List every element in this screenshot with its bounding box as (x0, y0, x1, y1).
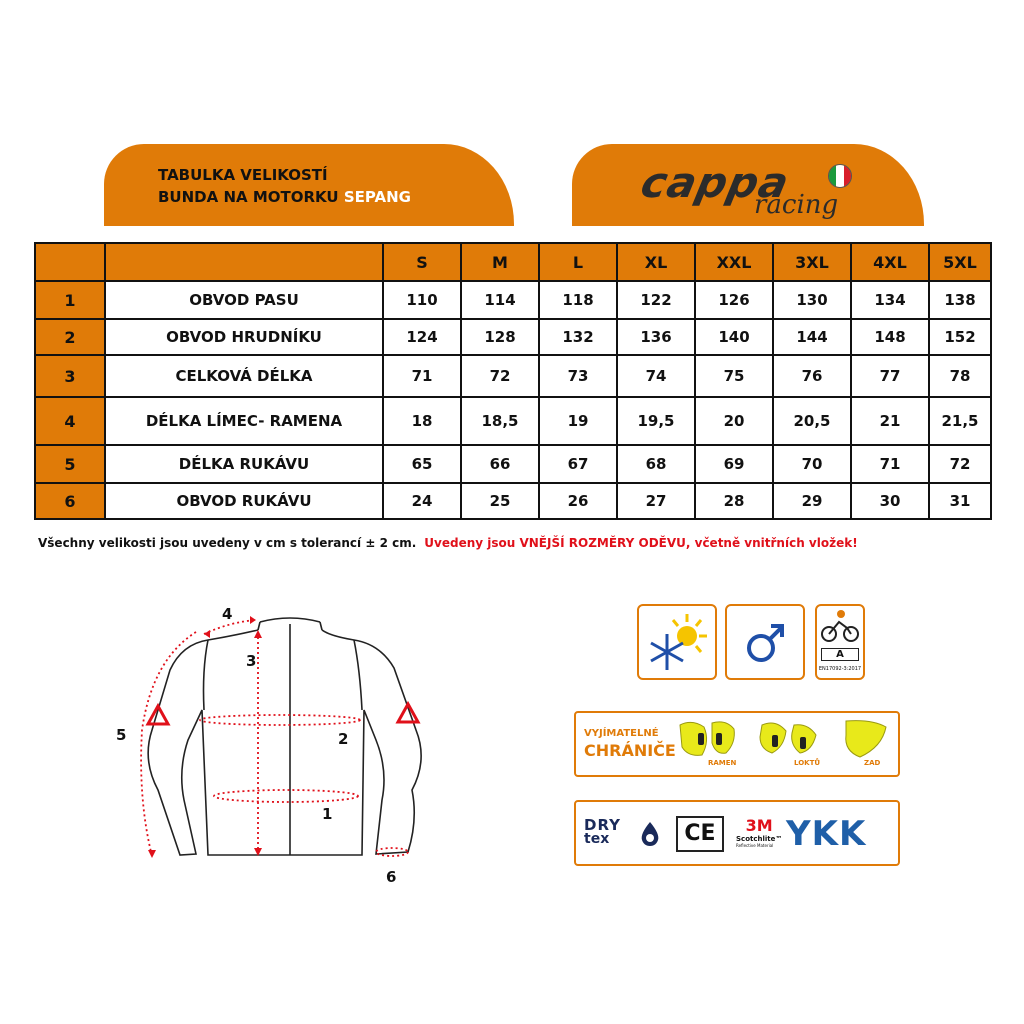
back-protector-icon (846, 721, 886, 757)
protectors-box (574, 711, 900, 777)
row-number: 3 (35, 355, 105, 397)
size-value: 76 (773, 355, 851, 397)
row-label: DÉLKA RUKÁVU (105, 445, 383, 483)
size-value: 130 (773, 281, 851, 319)
size-value: 71 (851, 445, 929, 483)
size-value: 71 (383, 355, 461, 397)
size-value: 29 (773, 483, 851, 519)
size-header: XXL (695, 243, 773, 281)
size-value: 21,5 (929, 397, 991, 445)
size-row (35, 483, 991, 519)
size-value: 128 (461, 319, 539, 355)
size-value: 66 (461, 445, 539, 483)
size-header: XL (617, 243, 695, 281)
size-row (35, 319, 991, 355)
note-tolerance: Všechny velikosti jsou uvedeny v cm s tolerancí ± 2 cm. (38, 536, 417, 550)
measure-label-1: 1 (322, 805, 333, 823)
row-number: 1 (35, 281, 105, 319)
protector-label-shoulders: RAMEN (708, 759, 737, 767)
size-value: 118 (539, 281, 617, 319)
italy-flag-icon (828, 164, 852, 188)
brand-logo (636, 158, 862, 220)
cert-code: EN17092-3:2017 (818, 666, 862, 672)
title-accent: SEPANG (343, 188, 411, 206)
scotchlite-text: Scotchlite™ (736, 835, 783, 843)
size-value: 68 (617, 445, 695, 483)
size-value: 132 (539, 319, 617, 355)
size-row (35, 281, 991, 319)
title-tab (104, 144, 514, 226)
all-season-icon (637, 604, 717, 680)
scotchlite-logo (736, 816, 782, 848)
size-row (35, 397, 991, 445)
size-value: 31 (929, 483, 991, 519)
size-value: 134 (851, 281, 929, 319)
row-number: 6 (35, 483, 105, 519)
row-label: OBVOD HRUDNÍKU (105, 319, 383, 355)
protectors-title (584, 725, 676, 759)
size-value: 20,5 (773, 397, 851, 445)
size-value: 110 (383, 281, 461, 319)
title-line-1: TABULKA VELIKOSTÍ (158, 166, 328, 184)
shoulder-protector-icon (712, 722, 734, 753)
size-value: 67 (539, 445, 617, 483)
size-header: 4XL (851, 243, 929, 281)
size-table (34, 242, 992, 520)
size-value: 72 (461, 355, 539, 397)
size-value: 144 (773, 319, 851, 355)
size-header-row (35, 243, 991, 281)
certification-icon (815, 604, 865, 680)
size-value: 148 (851, 319, 929, 355)
jacket-diagram (112, 600, 442, 890)
size-value: 124 (383, 319, 461, 355)
title-line-2 (158, 186, 411, 208)
size-value: 65 (383, 445, 461, 483)
size-header: S (383, 243, 461, 281)
drytex-top: DRY (584, 816, 622, 834)
size-value: 122 (617, 281, 695, 319)
size-value: 78 (929, 355, 991, 397)
measure-label-5: 5 (116, 726, 127, 744)
threem-mark: 3M (745, 816, 773, 835)
row-label: DÉLKA LÍMEC- RAMENA (105, 397, 383, 445)
size-value: 74 (617, 355, 695, 397)
title-line-2-text: BUNDA NA MOTORKU (158, 188, 344, 206)
size-header: L (539, 243, 617, 281)
row-label: OBVOD RUKÁVU (105, 483, 383, 519)
drytex-bottom: tex (584, 831, 610, 847)
size-value: 75 (695, 355, 773, 397)
size-value: 18,5 (461, 397, 539, 445)
size-value: 77 (851, 355, 929, 397)
protectors-icons (676, 717, 896, 761)
measure-label-6: 6 (386, 868, 397, 886)
row-number: 5 (35, 445, 105, 483)
size-value: 19 (539, 397, 617, 445)
drytex-logo (584, 818, 621, 846)
row-number: 4 (35, 397, 105, 445)
measure-label-2: 2 (338, 730, 349, 748)
header-blank-label (105, 243, 383, 281)
size-value: 25 (461, 483, 539, 519)
ykk-logo: YKK (786, 814, 867, 854)
size-value: 140 (695, 319, 773, 355)
row-label: CELKOVÁ DÉLKA (105, 355, 383, 397)
size-value: 19,5 (617, 397, 695, 445)
size-header: M (461, 243, 539, 281)
reflective-triangle-left-icon (148, 706, 168, 724)
drytex-drop-icon (638, 820, 662, 848)
brand-tab (572, 144, 924, 226)
brand-main: cappa (636, 158, 794, 207)
size-value: 126 (695, 281, 773, 319)
row-number: 2 (35, 319, 105, 355)
measure-label-4: 4 (222, 605, 233, 623)
size-value: 152 (929, 319, 991, 355)
reflective-triangle-right-icon (398, 704, 418, 722)
page-title (158, 164, 411, 208)
jacket-outline (112, 600, 442, 890)
size-value: 69 (695, 445, 773, 483)
brand-sub: racing (754, 190, 839, 220)
size-row (35, 445, 991, 483)
size-value: 72 (929, 445, 991, 483)
size-value: 28 (695, 483, 773, 519)
size-value: 24 (383, 483, 461, 519)
protector-label-elbows: LOKTŮ (794, 759, 821, 767)
size-value: 73 (539, 355, 617, 397)
size-value: 136 (617, 319, 695, 355)
ce-mark: CE (676, 816, 724, 852)
size-value: 26 (539, 483, 617, 519)
cert-grade: A (821, 648, 859, 661)
size-value: 30 (851, 483, 929, 519)
materials-logos-box (574, 800, 900, 866)
protectors-line-2: CHRÁNIČE (584, 741, 676, 760)
note-warning: Uvedeny jsou VNĚJŠÍ ROZMĚRY ODĚVU, včetně vnitřních vložek! (424, 536, 858, 550)
size-value: 18 (383, 397, 461, 445)
male-icon (725, 604, 805, 680)
size-header: 5XL (929, 243, 991, 281)
size-value: 20 (695, 397, 773, 445)
header-blank-num (35, 243, 105, 281)
measure-label-3: 3 (246, 652, 257, 670)
size-value: 114 (461, 281, 539, 319)
protector-label-back: ZAD (864, 759, 881, 767)
size-value: 27 (617, 483, 695, 519)
size-value: 70 (773, 445, 851, 483)
row-label: OBVOD PASU (105, 281, 383, 319)
size-row (35, 355, 991, 397)
size-note (38, 536, 858, 550)
protectors-line-1: VYJÍMATELNÉ (584, 728, 659, 739)
size-header: 3XL (773, 243, 851, 281)
size-value: 21 (851, 397, 929, 445)
scotchlite-sub: Reflective Material (736, 843, 774, 848)
size-value: 138 (929, 281, 991, 319)
